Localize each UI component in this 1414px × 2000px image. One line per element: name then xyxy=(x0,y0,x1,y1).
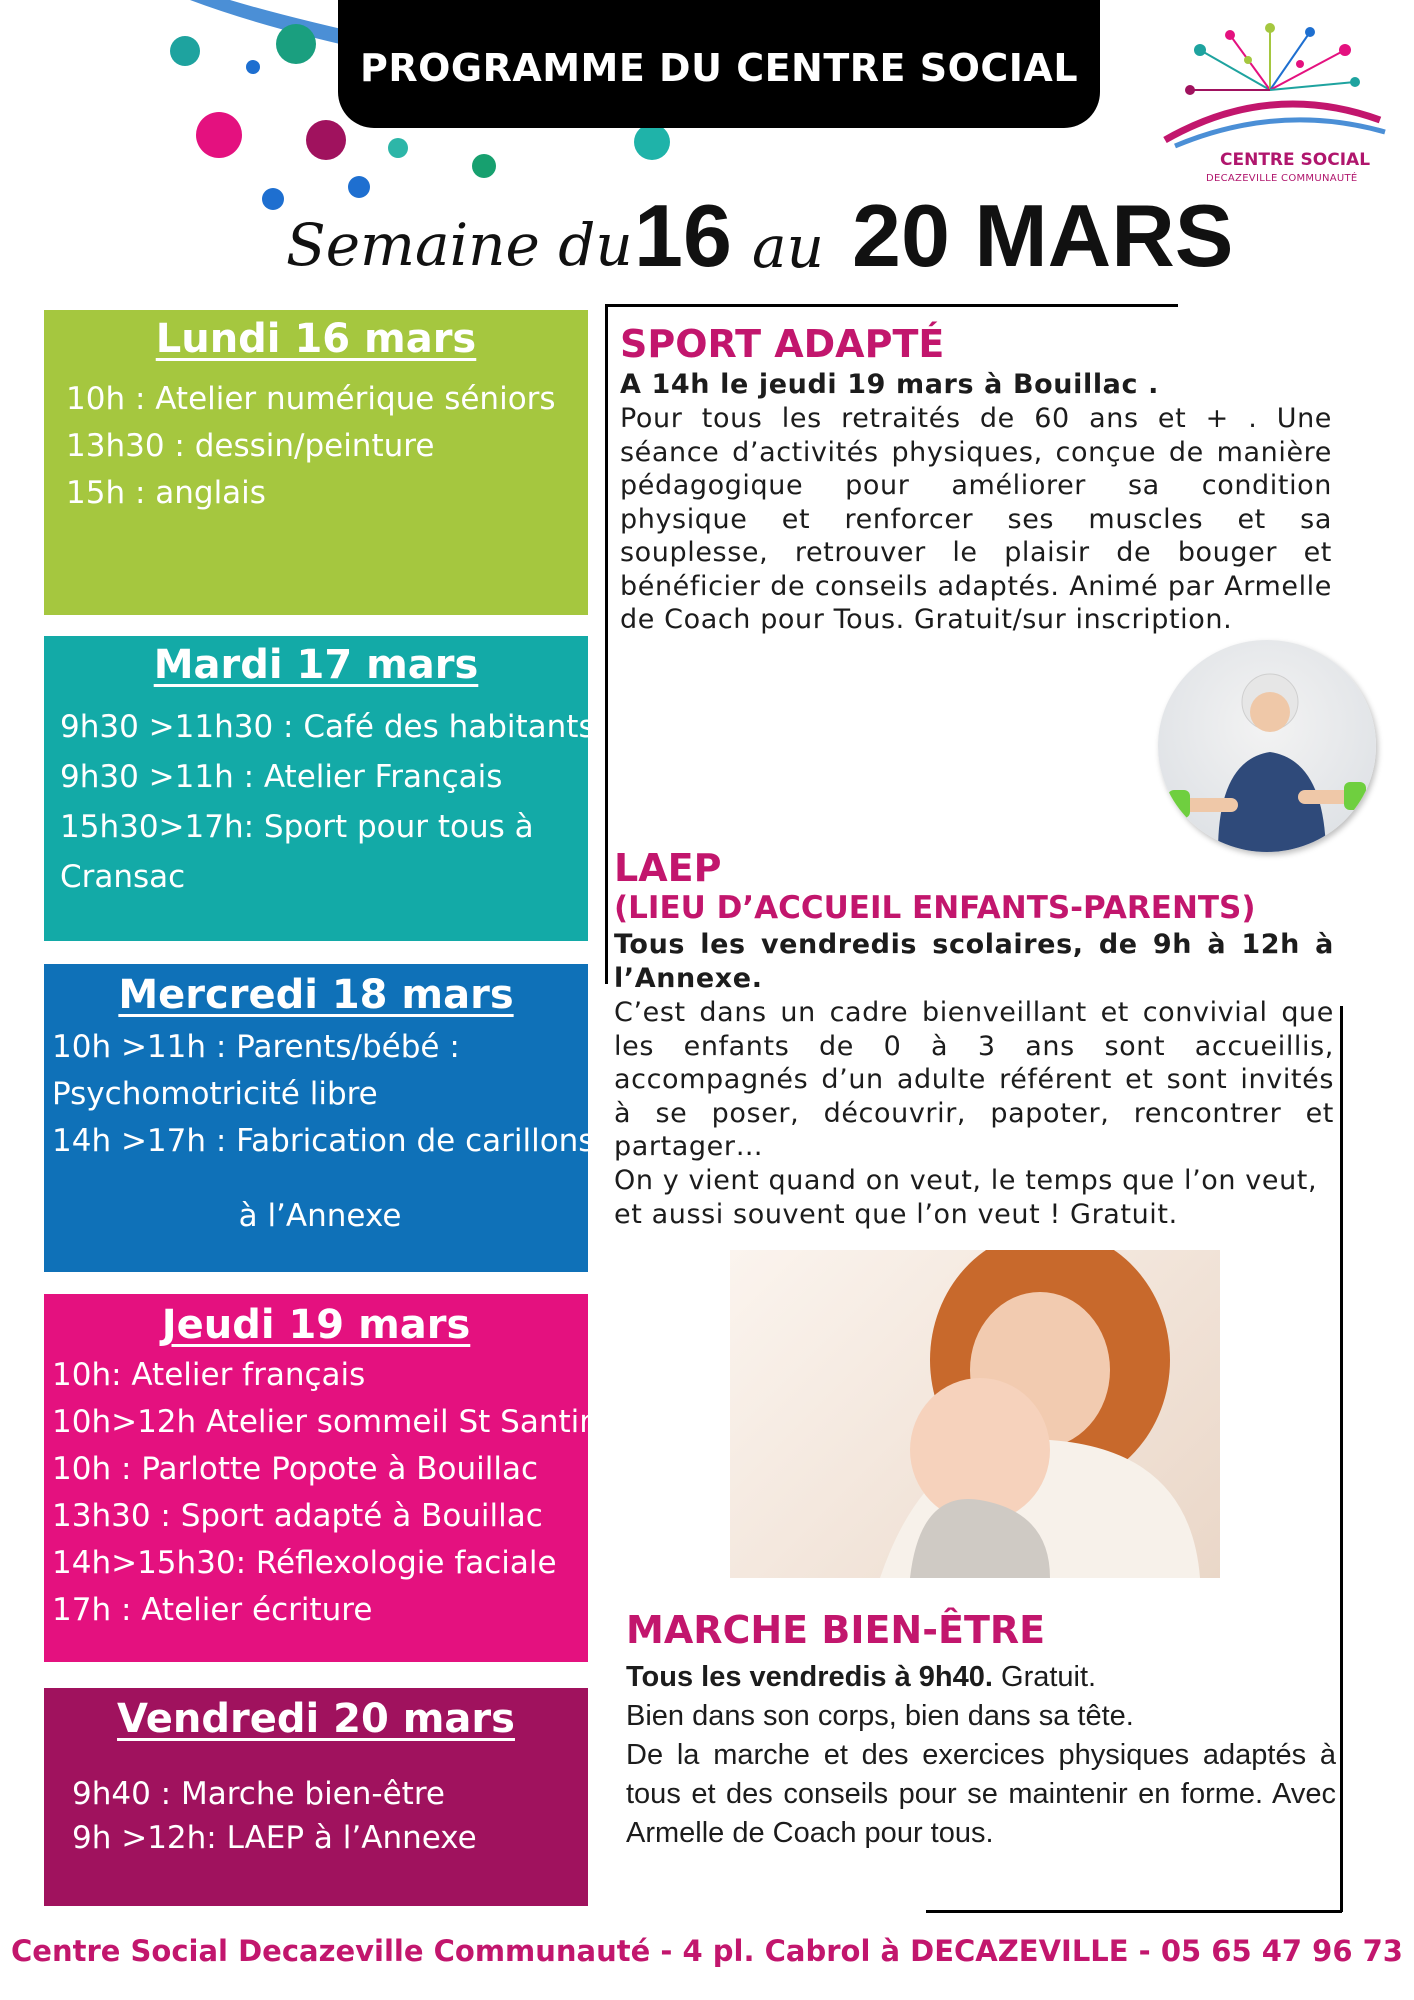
day-activity: 9h >12h: LAEP à l’Annexe xyxy=(72,1820,477,1856)
day-activity: à l’Annexe xyxy=(238,1198,402,1234)
day-activity: 10h: Atelier français xyxy=(52,1357,366,1393)
laep-title: LAEP xyxy=(614,846,722,890)
marche-when: Tous les vendredis à 9h40. xyxy=(626,1661,993,1693)
decor-dot xyxy=(196,112,242,158)
week-prefix: Semaine du xyxy=(286,211,633,279)
laep-subtitle: (LIEU D’ACCUEIL ENFANTS-PARENTS) xyxy=(614,890,1256,926)
week-connector: au xyxy=(752,213,824,281)
decor-dot xyxy=(276,24,316,64)
decor-dot xyxy=(388,138,408,158)
day-card-lundi xyxy=(44,310,588,615)
day-card-mercredi xyxy=(44,964,595,1272)
divider-line xyxy=(605,304,608,984)
decor-dot xyxy=(634,124,670,160)
day-activity: 9h30 >11h : Atelier Français xyxy=(60,759,503,795)
day-activity: 13h30 : Sport adapté à Bouillac xyxy=(52,1498,543,1534)
senior-exercise-illustration xyxy=(1158,640,1376,852)
day-title: Mercredi 18 mars xyxy=(118,972,514,1018)
decor-dot xyxy=(262,188,284,210)
logo-burst-icon xyxy=(1160,20,1390,150)
day-card-jeudi xyxy=(44,1294,599,1662)
marche-free: Gratuit. xyxy=(992,1661,1097,1693)
day-activity: 9h40 : Marche bien-être xyxy=(72,1776,445,1812)
day-activity: 15h30>17h: Sport pour tous à xyxy=(60,809,534,845)
sport-description: Pour tous les retraités de 60 ans et + . Une séance d’activités physiques, conçue de manière pédagogique pour améliorer sa condition physique et renforcer ses muscles et sa souplesse, retrouver le plaisir de bouger et bénéficier de conseils adaptés. Animé par Armelle de Coach pour Tous. Gratuit/sur inscription. xyxy=(620,403,1332,635)
centre-social-logo xyxy=(1160,20,1390,190)
week-end-date: 20 MARS xyxy=(852,186,1234,285)
decor-dot xyxy=(472,154,496,178)
day-activity: 14h >17h : Fabrication de carillons xyxy=(52,1123,595,1159)
laep-description-2: On y vient quand on veut, le temps que l’on veut, et aussi souvent que l’on veut ! Gratuit. xyxy=(614,1165,1318,1230)
footer-contact: Centre Social Decazeville Communauté - 4 pl. Cabrol à DECAZEVILLE - 05 65 47 96 73 xyxy=(11,1934,1403,1968)
day-activity: 9h30 >11h30 : Café des habitants xyxy=(60,709,595,745)
marche-when-line xyxy=(626,1658,1336,1697)
day-title: Mardi 17 mars xyxy=(153,642,479,688)
title-banner xyxy=(338,0,1100,128)
day-activity: Psychomotricité libre xyxy=(52,1076,378,1112)
mother-baby-photo xyxy=(730,1250,1220,1578)
day-activity: 13h30 : dessin/peinture xyxy=(66,428,435,464)
marche-description: De la marche et des exercices physiques adaptés à tous et des conseils pour se maintenir en forme. Avec Armelle de Coach pour tous. xyxy=(626,1739,1336,1849)
decor-dot xyxy=(306,120,346,160)
senior-woman-photo xyxy=(1158,640,1376,852)
decor-dot xyxy=(170,36,200,66)
day-card-mardi xyxy=(44,636,595,941)
day-title: Jeudi 19 mars xyxy=(161,1302,471,1348)
divider-line xyxy=(926,1910,1342,1913)
mother-baby-illustration xyxy=(730,1250,1220,1578)
laep-description: C’est dans un cadre bienveillant et convivial que les enfants de 0 à 3 ans sont accueillis, accompagnés d’un adulte référent et sont invités à se poser, découvrir, papoter, rencontrer et partager… xyxy=(614,997,1334,1162)
day-activity: 10h : Parlotte Popote à Bouillac xyxy=(52,1451,538,1487)
day-activity: Cransac xyxy=(60,859,186,895)
decor-dot xyxy=(246,60,260,74)
day-activity: 10h >11h : Parents/bébé : xyxy=(52,1029,460,1065)
day-activity: 10h : Atelier numérique séniors xyxy=(66,381,556,417)
divider-line xyxy=(606,304,1178,307)
page-title: PROGRAMME DU CENTRE SOCIAL xyxy=(359,46,1079,90)
day-activity: 15h : anglais xyxy=(66,475,266,511)
sport-when: A 14h le jeudi 19 mars à Bouillac . xyxy=(620,369,1159,400)
week-start-day: 16 xyxy=(634,186,732,285)
week-heading xyxy=(286,185,1286,295)
laep-when: Tous les vendredis scolaires, de 9h à 12h à l’Annexe. xyxy=(614,929,1334,994)
day-activity: 10h>12h Atelier sommeil St Santin xyxy=(52,1404,599,1440)
logo-name: CENTRE SOCIAL xyxy=(1220,150,1371,170)
day-activity: 17h : Atelier écriture xyxy=(52,1592,373,1628)
logo-subtitle: DECAZEVILLE COMMUNAUTÉ xyxy=(1206,173,1358,184)
marche-title: MARCHE BIEN-ÊTRE xyxy=(626,1608,1046,1652)
day-title: Vendredi 20 mars xyxy=(117,1696,515,1742)
day-card-vendredi xyxy=(44,1688,588,1906)
sport-title: SPORT ADAPTÉ xyxy=(620,322,945,366)
divider-line xyxy=(1340,1006,1343,1912)
marche-motto: Bien dans son corps, bien dans sa tête. xyxy=(626,1700,1134,1732)
day-activity: 14h>15h30: Réflexologie faciale xyxy=(52,1545,557,1581)
day-title: Lundi 16 mars xyxy=(155,316,477,362)
